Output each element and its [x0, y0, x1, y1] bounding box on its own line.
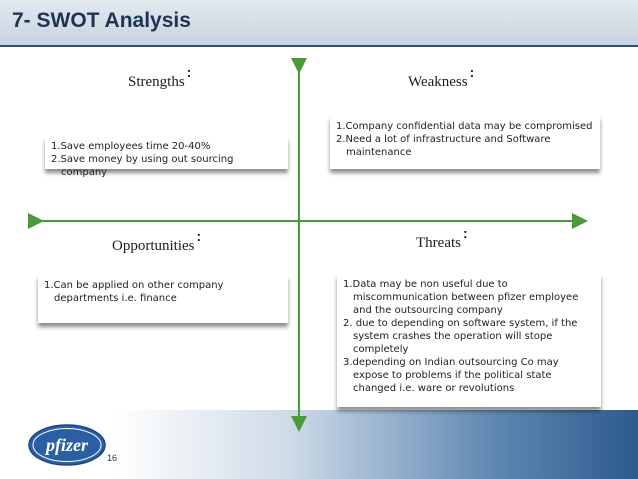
strengths-heading: Strengths:: [128, 64, 192, 90]
list-item: 1.Can be applied on other company departments i.e. finance: [44, 280, 224, 304]
page-number: 16: [107, 453, 118, 463]
opportunities-heading: Opportunities:: [112, 228, 202, 254]
opportunities-box: [38, 275, 288, 323]
threats-heading: Threats:: [416, 225, 468, 251]
list-item: 1.Company confidential data may be compromised: [336, 121, 593, 132]
pfizer-logo-icon: [27, 423, 107, 467]
colon-dots-icon: :: [462, 225, 468, 241]
weakness-box: [330, 116, 600, 169]
slide-title: 7- SWOT Analysis: [12, 9, 191, 32]
colon-dots-icon: :: [186, 64, 192, 80]
list-item: 2. due to depending on software system, if the system crashes the operation will stope completely: [343, 318, 578, 355]
list-item: 2.Save money by using out sourcing company: [51, 154, 234, 178]
colon-dots-icon: :: [196, 228, 202, 244]
colon-dots-icon: :: [469, 64, 475, 80]
list-item: 2.Need a lot of infrastructure and Software maintenance: [336, 134, 551, 158]
logo-text: pfizer: [46, 435, 88, 455]
strengths-box: [45, 137, 288, 178]
list-item: 1.Save employees time 20-40%: [51, 141, 211, 152]
threats-box: [337, 274, 601, 407]
list-item: 3.depending on Indian outsourcing Co may expose to problems if the political state changed i.e. ware or revolutions: [343, 357, 559, 394]
list-item: 1.Data may be non useful due to miscommunication between pfizer employee and the outsourcing company: [343, 279, 579, 316]
weakness-heading: Weakness:: [408, 64, 475, 90]
